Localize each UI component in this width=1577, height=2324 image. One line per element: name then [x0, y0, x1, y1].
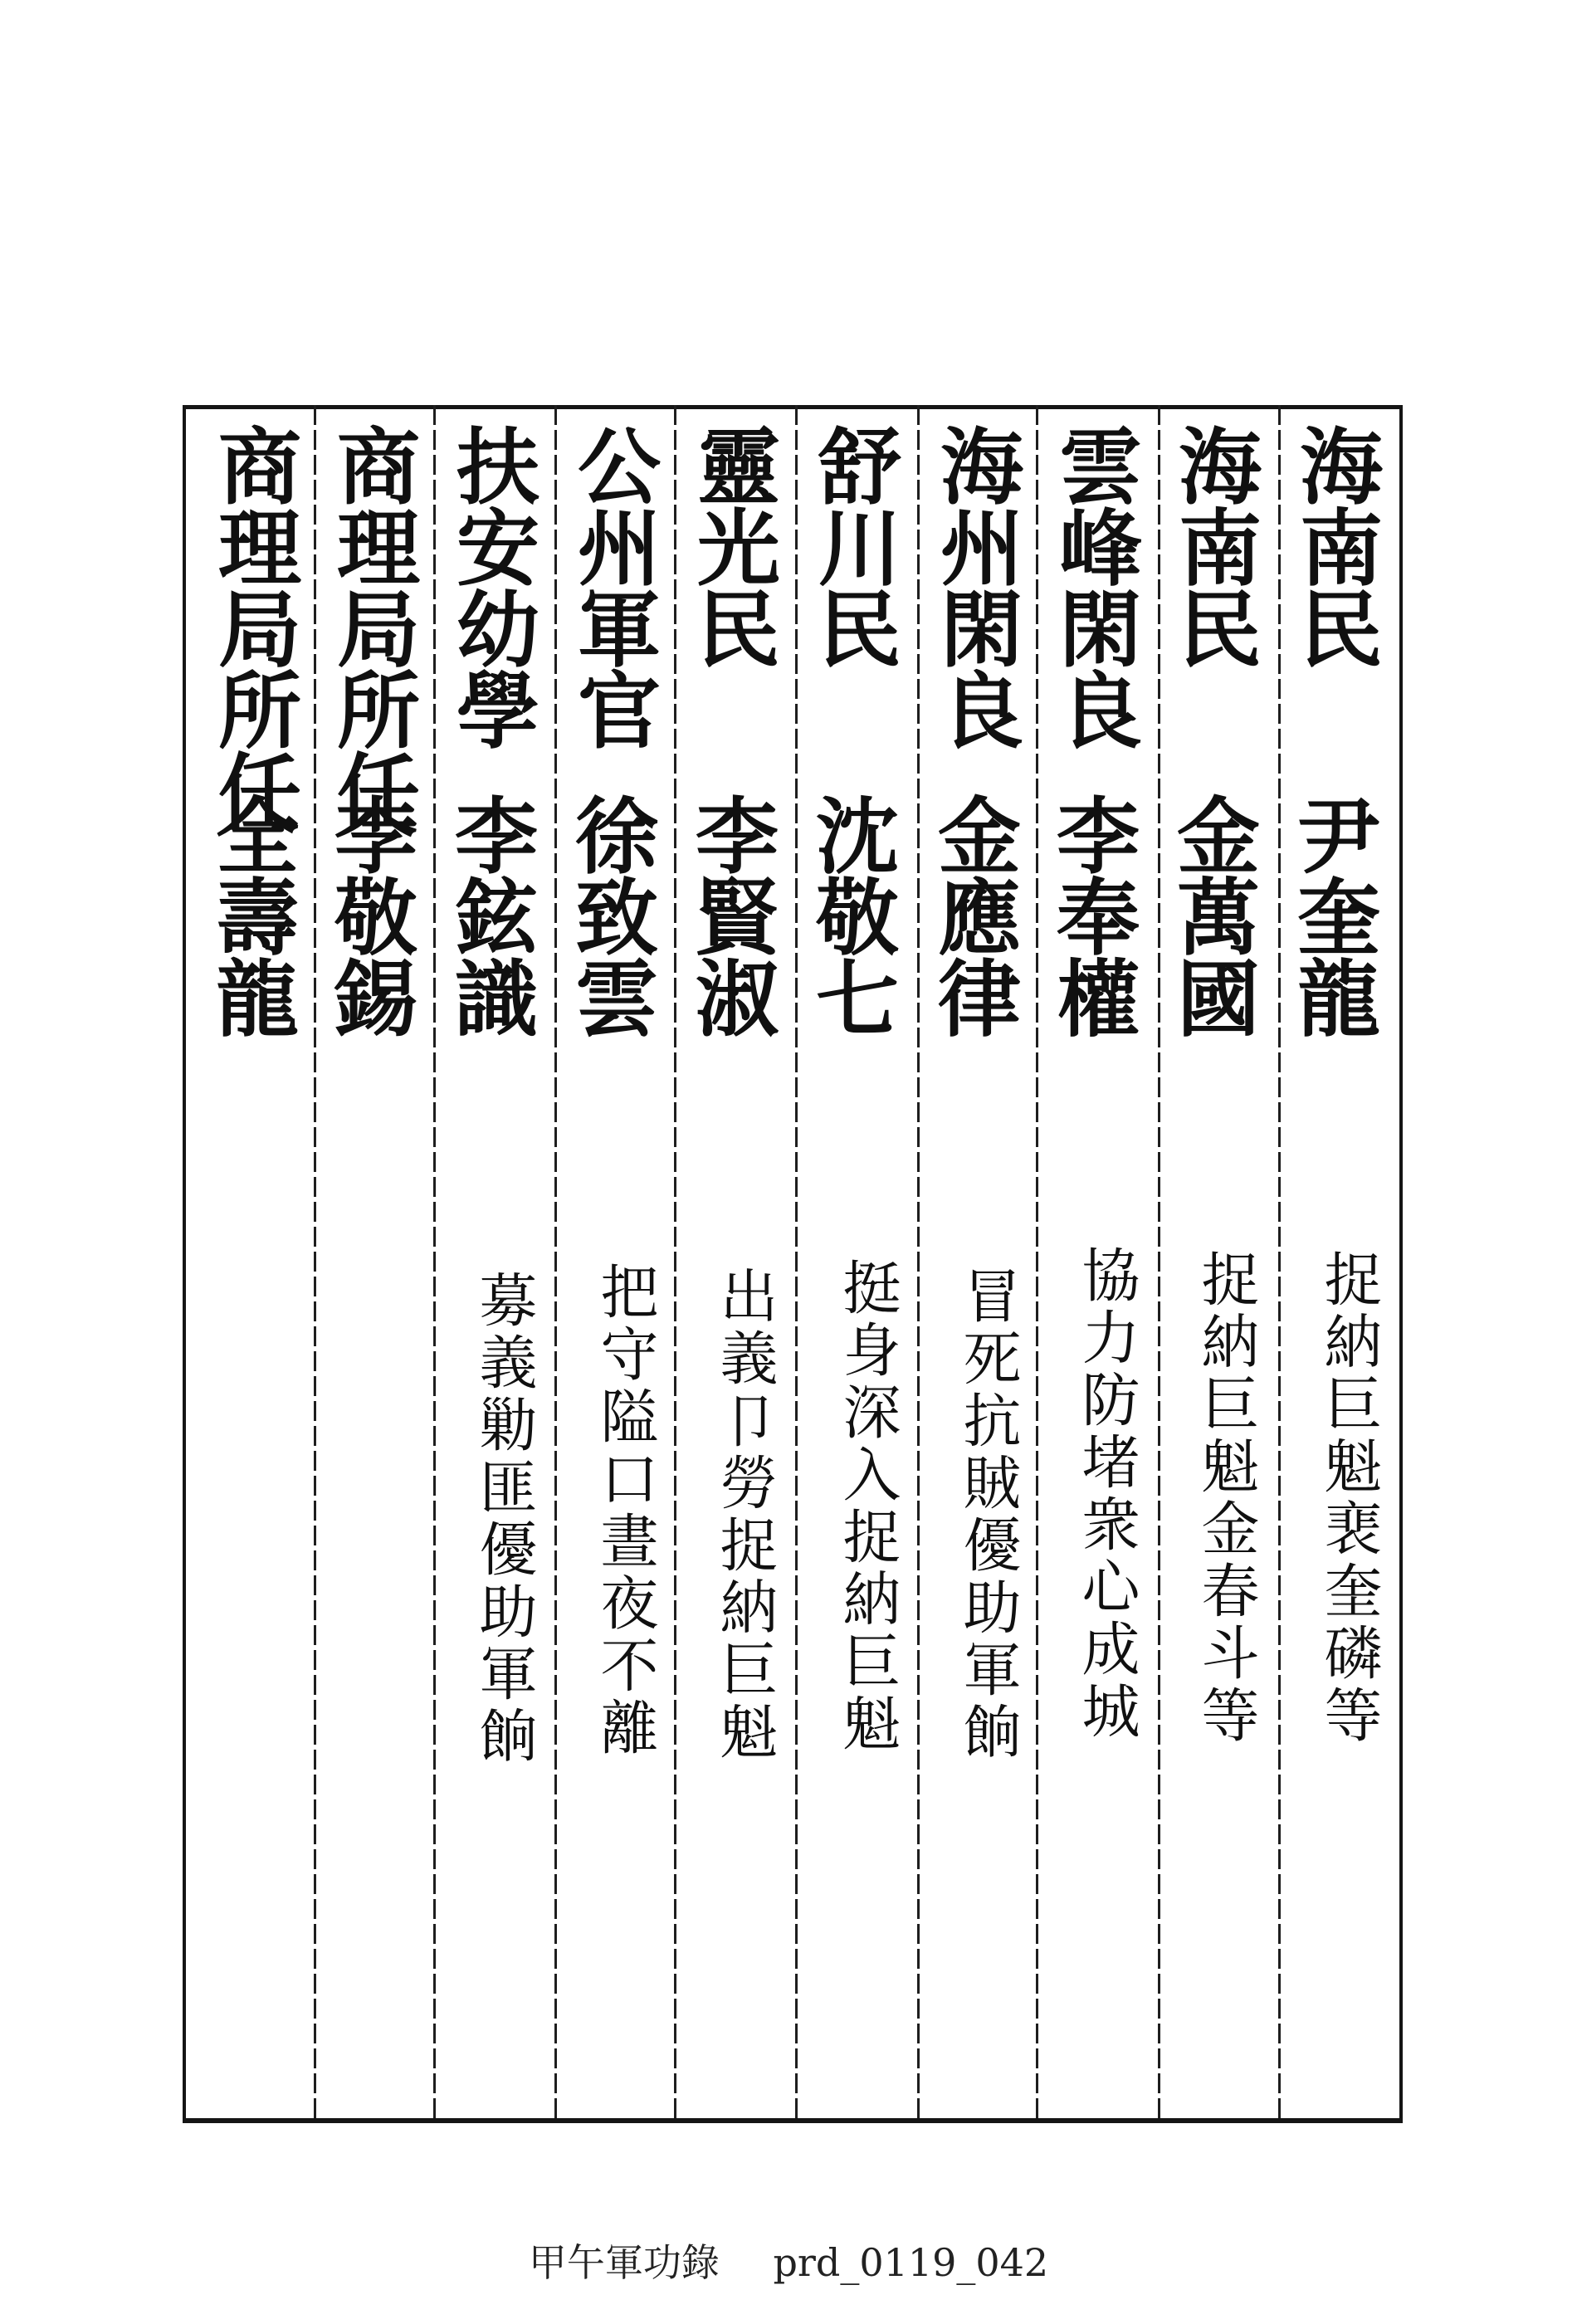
entry-person: 金應律 [924, 793, 1022, 1037]
entry-deed: 挺身深入捉納巨魁 [833, 1257, 901, 1755]
column-rule [314, 405, 316, 2123]
column-rule [674, 405, 676, 2123]
book-title: 甲午軍功錄 [528, 2240, 720, 2285]
frame-bottom-border [183, 2118, 1403, 2123]
frame-right-border [1399, 405, 1403, 2123]
column-rule [433, 405, 436, 2123]
entry-person: 尹奎龍 [1283, 793, 1381, 1037]
entry-person: 全壽龍 [202, 793, 300, 1037]
entry-place: 海南民 [1164, 423, 1262, 667]
entry-person: 李鉉識 [441, 793, 539, 1037]
entry-place: 扶安幼學 [442, 423, 540, 749]
entry-place: 舒川民 [804, 423, 902, 667]
entry-person: 李敬錫 [320, 793, 418, 1037]
page-id: prd_0119_042 [773, 2240, 1049, 2285]
entry-deed: 把守隘口晝夜不離 [591, 1262, 659, 1760]
entry-deed: 出義卩勞捉納巨魁 [710, 1266, 779, 1764]
column-rule [1158, 405, 1160, 2123]
entry-person: 金萬國 [1163, 793, 1261, 1037]
entry-deed: 募義勦匪優助軍餉 [470, 1270, 538, 1768]
entry-person: 李奉權 [1042, 793, 1140, 1037]
entry-person: 徐致雲 [561, 793, 659, 1037]
entry-place: 雲峰閑良 [1045, 423, 1143, 749]
frame-left-border [183, 405, 186, 2123]
entry-deed: 冒死抗賊優助軍餉 [954, 1266, 1022, 1764]
column-rule [1278, 405, 1281, 2123]
entry-place: 公州軍官 [564, 423, 662, 749]
entry-place: 商理局所任 [323, 423, 421, 830]
entry-person: 李賢淑 [681, 793, 779, 1037]
page-footer [0, 2233, 1577, 2287]
entry-deed: 捉納巨魁金春斗等 [1192, 1249, 1260, 1747]
entry-place: 海南民 [1286, 423, 1384, 667]
entry-deed: 捉納巨魁裵奎磷等 [1315, 1249, 1383, 1747]
column-rule [795, 405, 798, 2123]
entry-place: 靈光民 [683, 423, 781, 667]
entry-person: 沈敬七 [802, 793, 900, 1037]
column-rule [917, 405, 920, 2123]
entry-deed: 協力防堵衆心成城 [1072, 1245, 1140, 1743]
entry-place: 海州閑良 [926, 423, 1024, 749]
entry-place: 商理局所任 [204, 423, 302, 830]
column-rule [554, 405, 557, 2123]
frame-top-border [183, 405, 1403, 409]
column-rule [1036, 405, 1038, 2123]
